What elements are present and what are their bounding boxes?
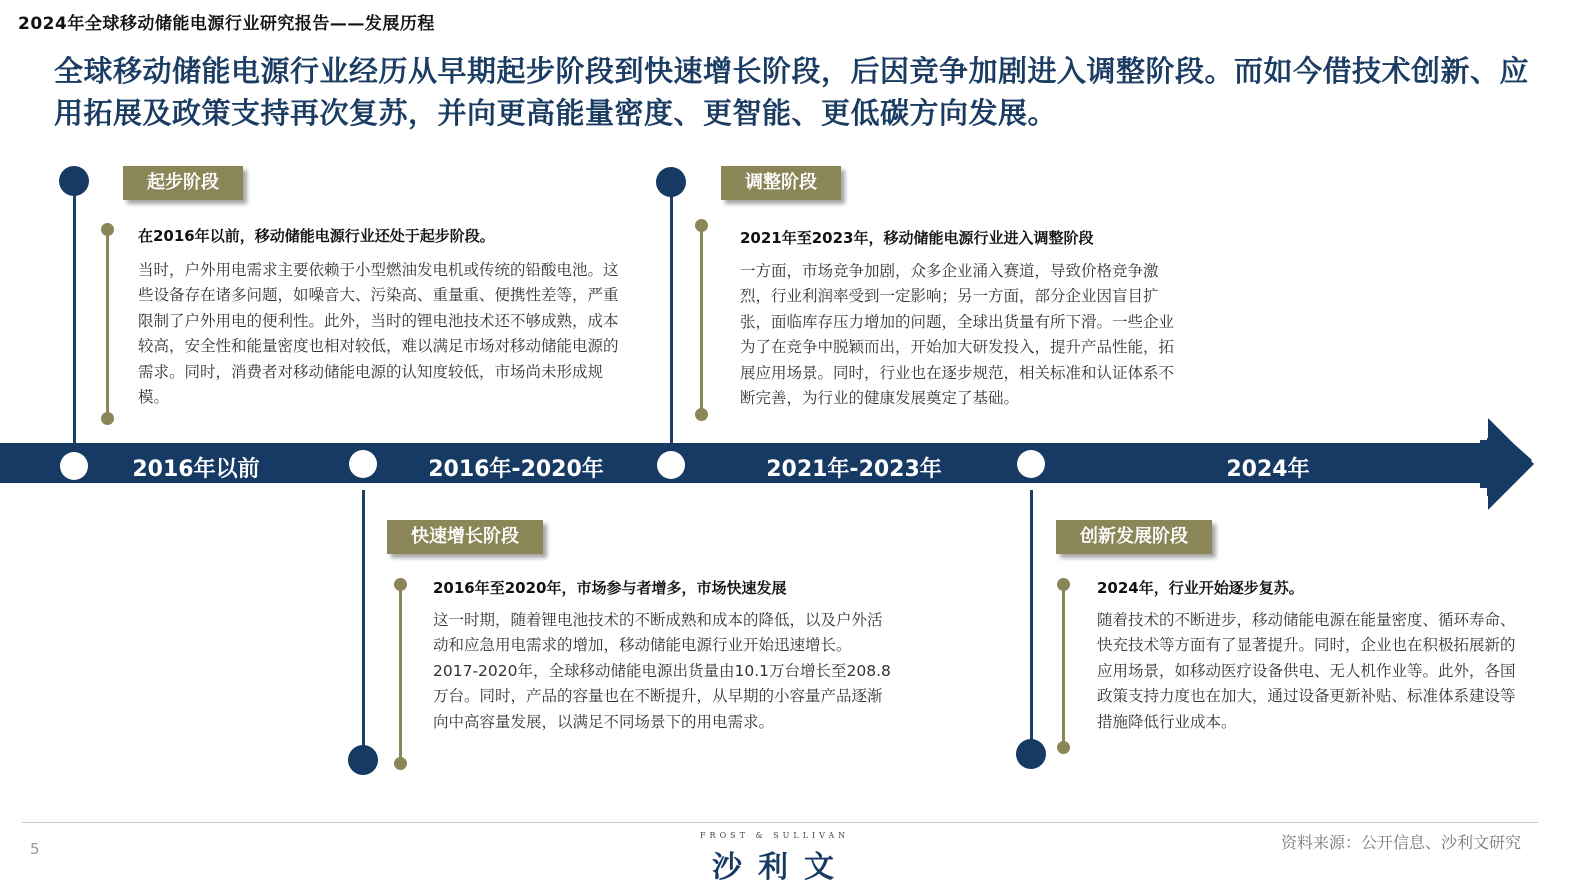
bracket-dot-bottom-2 bbox=[394, 757, 407, 770]
report-title: 2024年全球移动储能电源行业研究报告——发展历程 bbox=[18, 14, 435, 34]
timeline-arrowhead bbox=[1480, 418, 1536, 514]
stage-body-startup: 当时，户外用电需求主要依赖于小型燃油发电机或传统的铅酸电池。这些设备存在诸多问题，如噪音大、污染高、重量重、便携性差等，严重限制了户外用电的便利性。此外，当时的锂电池技术还不够成熟，成本较高，安全性和能量密度也相对较低，难以满足市场对移动储能电源的需求。同时，消费者对移动储能电源的认知度较低，市场尚未形成规模。 bbox=[138, 261, 619, 407]
bracket-line-1 bbox=[106, 229, 109, 419]
bracket-dot-top-4 bbox=[1057, 578, 1070, 591]
stage-tag-startup: 起步阶段 bbox=[123, 166, 243, 200]
logo-wordmark-en: FROST & SULLIVAN bbox=[700, 831, 850, 840]
connector-dot-3 bbox=[656, 167, 686, 197]
bracket-dot-bottom-1 bbox=[101, 412, 114, 425]
timeline-node-3 bbox=[657, 451, 685, 479]
connector-dot-2 bbox=[348, 745, 378, 775]
bracket-line-3 bbox=[700, 225, 703, 415]
timeline-node-4 bbox=[1017, 450, 1045, 478]
logo-wordmark-cn: 沙利文 bbox=[712, 850, 850, 885]
stage-tag-adjustment: 调整阶段 bbox=[721, 166, 841, 200]
bracket-dot-top-1 bbox=[101, 223, 114, 236]
period-label-1: 2016年以前 bbox=[132, 457, 260, 482]
stage-tag-innovation: 创新发展阶段 bbox=[1056, 520, 1212, 554]
connector-line-1 bbox=[73, 181, 76, 443]
connector-dot-4 bbox=[1016, 739, 1046, 769]
bracket-dot-top-2 bbox=[394, 578, 407, 591]
connector-dot-1 bbox=[59, 166, 89, 196]
connector-line-2 bbox=[362, 490, 365, 760]
stage-heading-startup: 在2016年以前，移动储能电源行业还处于起步阶段。 bbox=[138, 227, 495, 245]
bracket-line-2 bbox=[399, 584, 402, 764]
stage-tag-growth: 快速增长阶段 bbox=[387, 520, 543, 554]
stage-heading-adjustment: 2021年至2023年，移动储能电源行业进入调整阶段 bbox=[740, 229, 1094, 247]
footer-divider bbox=[22, 822, 1538, 823]
stage-body-growth: 这一时期，随着锂电池技术的不断成熟和成本的降低，以及户外活动和应急用电需求的增加，移动储能电源行业开始迅速增长。2017-2020年，全球移动储能电源出货量由10.1万台增长至208.8万台。同时，产品的容量也在不断提升，从早期的小容量产品逐渐向中高容量发展，以满足不同场景下的用电需求。 bbox=[433, 611, 891, 731]
connector-line-4 bbox=[1030, 490, 1033, 752]
bracket-dot-bottom-3 bbox=[695, 408, 708, 421]
stage-heading-growth: 2016年至2020年，市场参与者增多，市场快速发展 bbox=[433, 579, 787, 597]
connector-line-3 bbox=[670, 182, 673, 444]
period-label-2: 2016年-2020年 bbox=[428, 457, 604, 482]
timeline-node-2 bbox=[349, 450, 377, 478]
page-headline: 全球移动储能电源行业经历从早期起步阶段到快速增长阶段，后因竞争加剧进入调整阶段。而如今借技术创新、应用拓展及政策支持再次复苏，并向更高能量密度、更智能、更低碳方向发展。 bbox=[54, 54, 1530, 130]
stage-body-adjustment: 一方面，市场竞争加剧，众多企业涌入赛道，导致价格竞争激烈，行业利润率受到一定影响；另一方面，部分企业因盲目扩张，面临库存压力增加的问题，全球出货量有所下滑。一些企业为了在竞争中脱颖而出，开始加大研发投入，提升产品性能，拓展应用场景。同时，行业也在逐步规范，相关标准和认证体系不断完善，为行业的健康发展奠定了基础。 bbox=[740, 262, 1175, 408]
bracket-dot-bottom-4 bbox=[1057, 741, 1070, 754]
bracket-line-4 bbox=[1062, 584, 1065, 748]
period-label-4: 2024年 bbox=[1226, 457, 1310, 482]
stage-body-innovation: 随着技术的不断进步，移动储能电源在能量密度、循环寿命、快充技术等方面有了显著提升。同时，企业也在积极拓展新的应用场景，如移动医疗设备供电、无人机作业等。此外，各国政策支持力度也在加大，通过设备更新补贴、标准体系建设等措施降低行业成本。 bbox=[1097, 611, 1516, 731]
page-number: 5 bbox=[30, 840, 40, 858]
stage-heading-innovation: 2024年，行业开始逐步复苏。 bbox=[1097, 579, 1304, 597]
source-note: 资料来源：公开信息、沙利文研究 bbox=[1280, 833, 1521, 852]
bracket-dot-top-3 bbox=[695, 219, 708, 232]
period-label-3: 2021年-2023年 bbox=[766, 457, 942, 482]
